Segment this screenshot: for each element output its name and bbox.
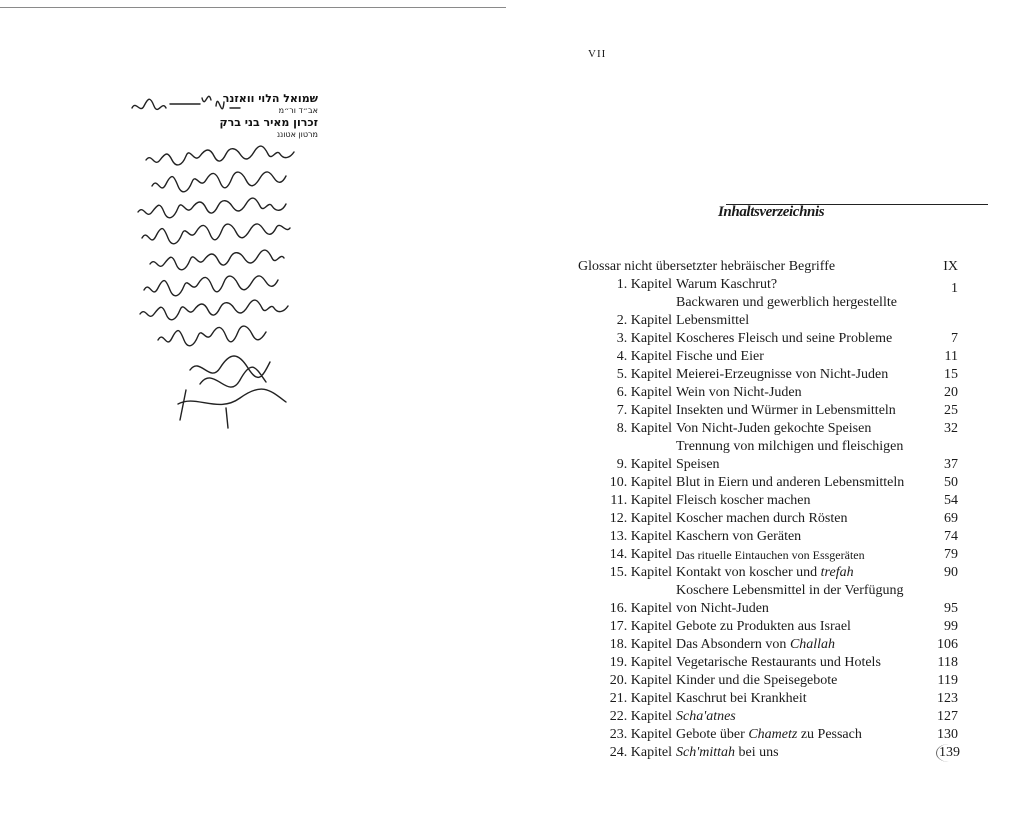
toc-chapter-label: 19. Kapitel [609,655,672,670]
toc-entry-title-term: Chametz [748,727,798,742]
toc-entry-title [676,636,924,654]
toc-entry-title [676,744,924,762]
toc-entry-title: Vegetarische Restaurants und Hotels [676,655,881,670]
toc-page-number: 90 [944,565,958,580]
toc-glossary-label: Glossar nicht übersetzter hebräischer Begriffe [578,259,836,274]
toc-entry-title: Kaschrut bei Krankheit [676,691,807,706]
toc-page-number: 74 [944,529,958,544]
letterhead-phone: מרטון אטוננ [276,130,318,139]
toc-chapter-label: 11. Kapitel [610,493,672,508]
toc-chapter-label: 10. Kapitel [609,475,672,490]
toc-glossary-row [578,258,958,276]
toc-chapter-label: 5. Kapitel [616,367,672,382]
toc-entry [578,528,958,546]
toc-entry-title-text: bei uns [735,745,779,760]
page-number: VII [588,48,607,60]
toc-entry-title: Von Nicht-Juden gekochte Speisen [676,421,872,436]
toc-page-number: 119 [937,673,958,688]
toc-page-number: 123 [937,691,958,706]
toc-chapter-label: 20. Kapitel [609,673,672,688]
toc-chapter-label: 8. Kapitel [616,421,672,436]
toc-page-number: 54 [944,493,958,508]
toc-chapter-label: 9. Kapitel [616,457,672,472]
toc-chapter-label: 14. Kapitel [609,547,672,562]
toc-chapter-label: 12. Kapitel [609,511,672,526]
toc-entry-title: Koschere Lebensmittel in der Verfügung von Nicht-Juden [676,583,904,616]
toc-chapter-label: 2. Kapitel [616,313,672,328]
toc-page-number: 11 [944,349,958,364]
toc-entry [578,384,958,402]
toc-entry-title: Insekten und Würmer in Lebensmitteln [676,403,896,418]
toc-chapter-label: 23. Kapitel [609,727,672,742]
toc-entry-title: Blut in Eiern und anderen Lebensmitteln [676,475,905,490]
toc-entry [578,636,958,654]
toc-page-number: 95 [944,601,958,616]
toc-entry [578,438,958,474]
toc-entry [578,744,958,762]
toc-chapter-label: 6. Kapitel [616,385,672,400]
toc-entry-title-text: Kontakt von koscher und [676,565,821,580]
toc-page-number: 118 [937,655,958,670]
toc-entry-title [676,726,924,744]
toc-entry-title: Backwaren und gewerblich hergestellte Lebensmittel [676,295,897,328]
toc-chapter-label: 22. Kapitel [609,709,672,724]
toc-entry [578,492,958,510]
toc-entry-title: Trennung von milchigen und fleischigen Speisen [676,439,904,472]
toc-entry-title: Warum Kaschrut? [676,277,778,292]
toc-entry-title-term: trefah [820,565,854,580]
letterhead-name: שמואל הלוי וואזנר [222,92,318,105]
toc-entry-title: Kaschern von Geräten [676,529,802,544]
toc-entry [578,708,958,726]
toc-entry-title-text: zu Pessach [797,727,862,742]
toc-entry-title [676,708,924,726]
letterhead-address: זכרון מאיר בני ברק [219,116,318,129]
toc-page-number: 69 [944,511,958,526]
toc-entry [578,474,958,492]
toc-entry [578,726,958,744]
toc-list [578,276,958,762]
toc-chapter-label: 1. Kapitel [616,277,672,292]
toc-entry [578,546,958,564]
toc-page-number: 25 [944,403,958,418]
toc-entry [578,510,958,528]
toc-entry-title-text: Gebote über [676,727,749,742]
toc-page-number: 32 [944,421,958,436]
toc-entry [578,564,958,582]
toc-chapter-label: 3. Kapitel [616,331,672,346]
toc-chapter-label: 18. Kapitel [609,637,672,652]
top-rule [0,7,506,8]
toc-chapter-label: 24. Kapitel [609,745,672,760]
toc-chapter-label: 4. Kapitel [616,349,672,364]
handwritten-letter [130,78,360,438]
toc-entry [578,366,958,384]
toc-page-number: 130 [937,727,958,742]
toc-entry-title-term: Challah [789,637,836,652]
toc-entry [578,690,958,708]
toc-entry [578,330,958,348]
toc-entry-title-term: Sch'mittah [676,745,735,760]
toc-page-number: 15 [944,367,958,382]
toc-entry [578,276,958,294]
toc-page-number: 99 [944,619,958,634]
toc-chapter-label: 13. Kapitel [609,529,672,544]
toc-entry-title: Gebote zu Produkten aus Israel [676,619,851,634]
toc-entry-title-term: Scha'atnes [676,709,736,724]
toc-title: Inhaltsverzeichnis [718,204,825,220]
toc-entry-title: Fleisch koscher machen [676,493,811,508]
toc-chapter-label: 16. Kapitel [609,601,672,616]
toc-chapter-label: 15. Kapitel [609,565,672,580]
toc-entry-title: Kinder und die Speisegebote [676,673,838,688]
toc-entry-title: Fische und Eier [676,349,764,364]
toc-page-number: 127 [937,709,958,724]
toc-entry-title: Wein von Nicht-Juden [676,385,802,400]
toc-entry [578,672,958,690]
toc-page-number: 1 [951,281,958,296]
toc-entry-title-text: Das Absondern von [676,637,790,652]
toc-entry [578,402,958,420]
toc-page-number: 37 [944,457,958,472]
toc-entry-title: Meierei-Erzeugnisse von Nicht-Juden [676,367,889,382]
toc-entry [578,654,958,672]
toc-entry-title: Das rituelle Eintauchen von Essgeräten [676,548,865,562]
toc-page-number: 79 [944,547,958,562]
toc-entry-title: Koscher machen durch Rösten [676,511,848,526]
toc-page-number: 7 [951,331,958,346]
toc-entry-title: Koscheres Fleisch und seine Probleme [676,331,893,346]
letterhead-title: אב״ד ור״מ [278,106,318,115]
toc-entry [578,420,958,438]
toc-entry-title [676,564,924,582]
toc-page-number: 139 [936,744,962,762]
toc-chapter-label: 7. Kapitel [616,403,672,418]
toc-entry [578,582,958,618]
toc-chapter-label: 17. Kapitel [609,619,672,634]
toc-entry [578,294,958,330]
toc-page-number: 106 [937,637,958,652]
toc-entry [578,618,958,636]
toc-glossary-page: IX [943,259,958,274]
toc-page-number: 50 [944,475,958,490]
toc-page-number: 20 [944,385,958,400]
toc-chapter-label: 21. Kapitel [609,691,672,706]
toc-entry [578,348,958,366]
